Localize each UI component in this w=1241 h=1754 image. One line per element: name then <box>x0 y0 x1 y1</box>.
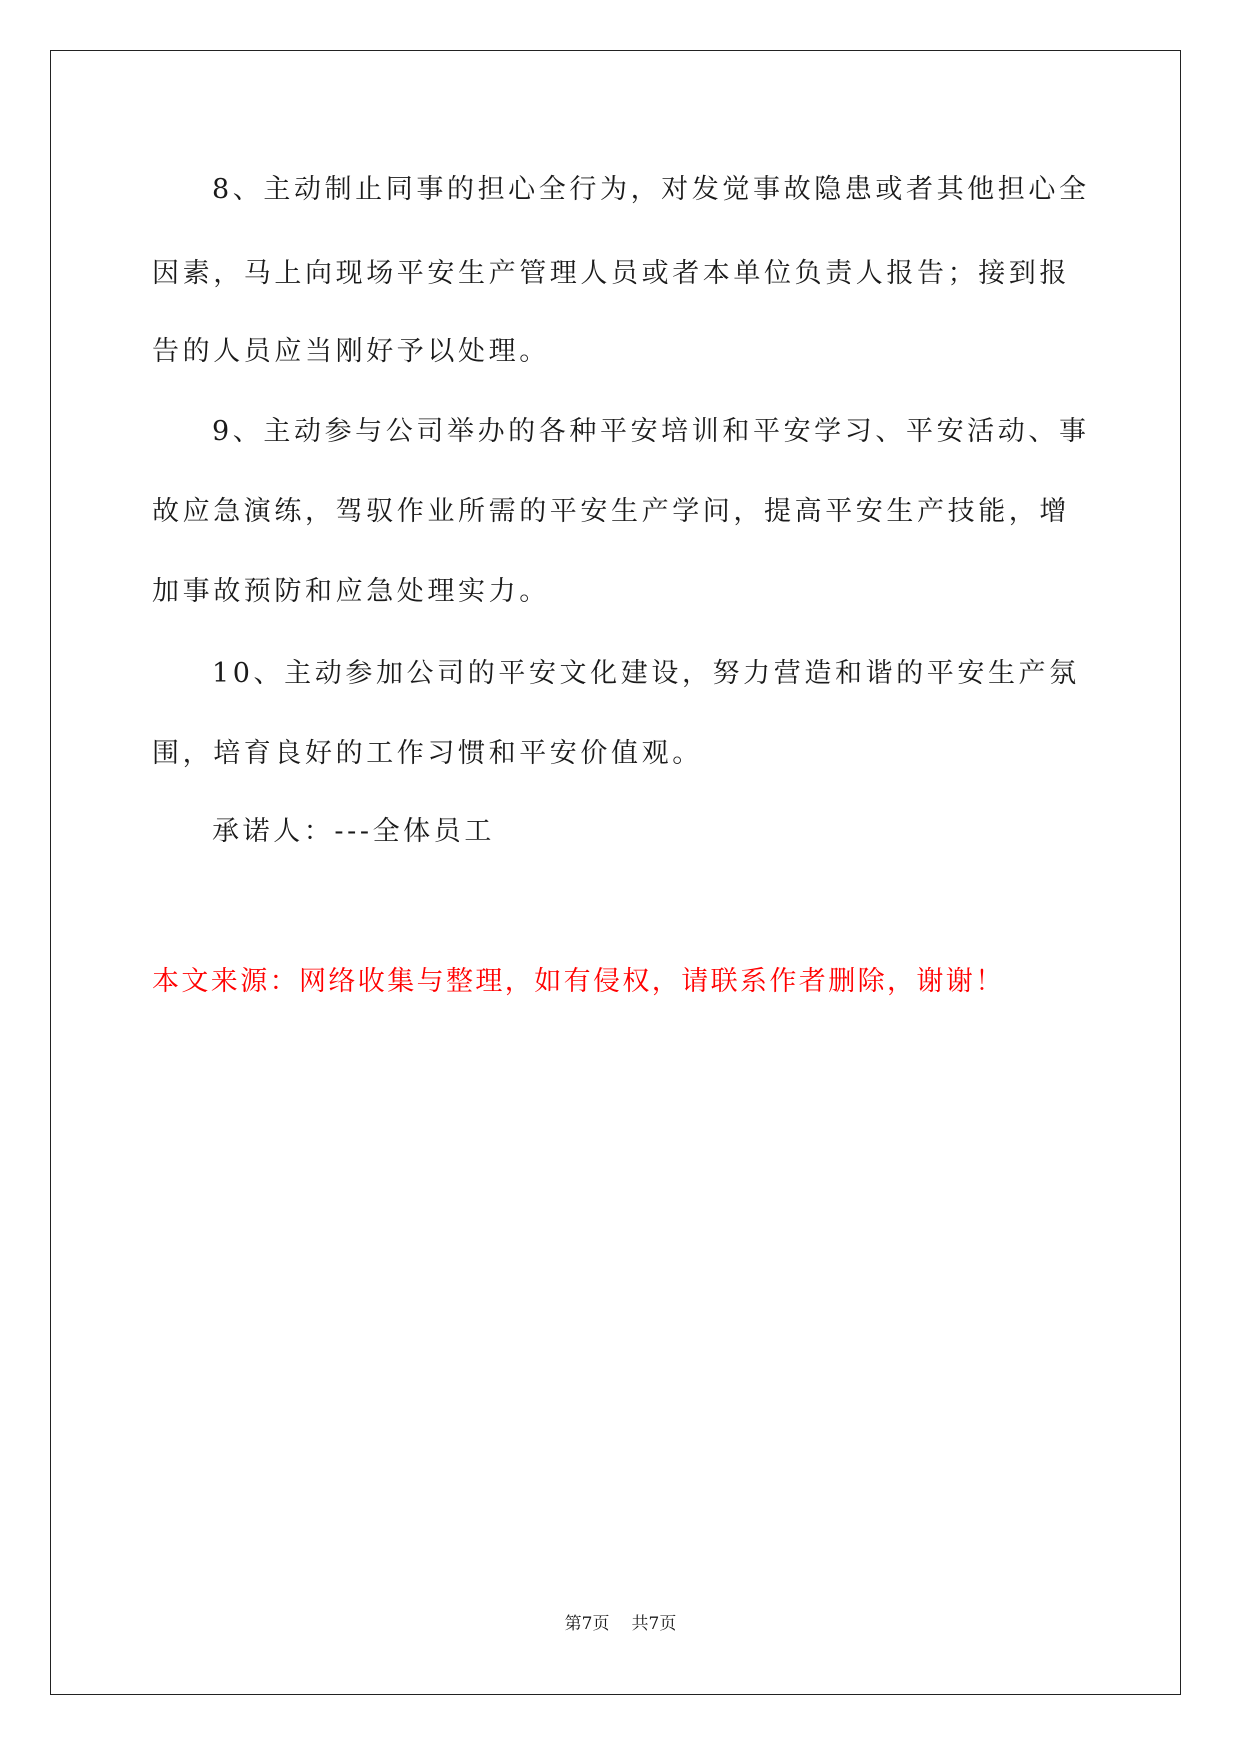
page-number-current: 第7页 <box>564 1614 610 1634</box>
paragraph-8-line-3: 告的人员应当刚好予以处理。 <box>152 336 550 367</box>
page-footer <box>0 1612 1241 1636</box>
signature-line: 承诺人：---全体员工 <box>212 816 495 847</box>
paragraph-10-line-2: 围，培育良好的工作习惯和平安价值观。 <box>152 738 703 769</box>
paragraph-9-line-1: 9、主动参与公司举办的各种平安培训和平安学习、平安活动、事 <box>212 416 1090 447</box>
paragraph-8-line-2: 因素，马上向现场平安生产管理人员或者本单位负责人报告；接到报 <box>152 258 1070 289</box>
source-note: 本文来源：网络收集与整理，如有侵权，请联系作者删除，谢谢！ <box>152 966 1005 997</box>
page-number-total: 共7页 <box>631 1614 677 1634</box>
page-border <box>50 50 1181 1695</box>
paragraph-9-line-2: 故应急演练，驾驭作业所需的平安生产学问，提高平安生产技能，增 <box>152 496 1070 527</box>
paragraph-8-line-1: 8、主动制止同事的担心全行为，对发觉事故隐患或者其他担心全 <box>212 174 1090 205</box>
paragraph-10-line-1: 10、主动参加公司的平安文化建设，努力营造和谐的平安生产氛 <box>212 658 1080 689</box>
paragraph-9-line-3: 加事故预防和应急处理实力。 <box>152 576 550 607</box>
